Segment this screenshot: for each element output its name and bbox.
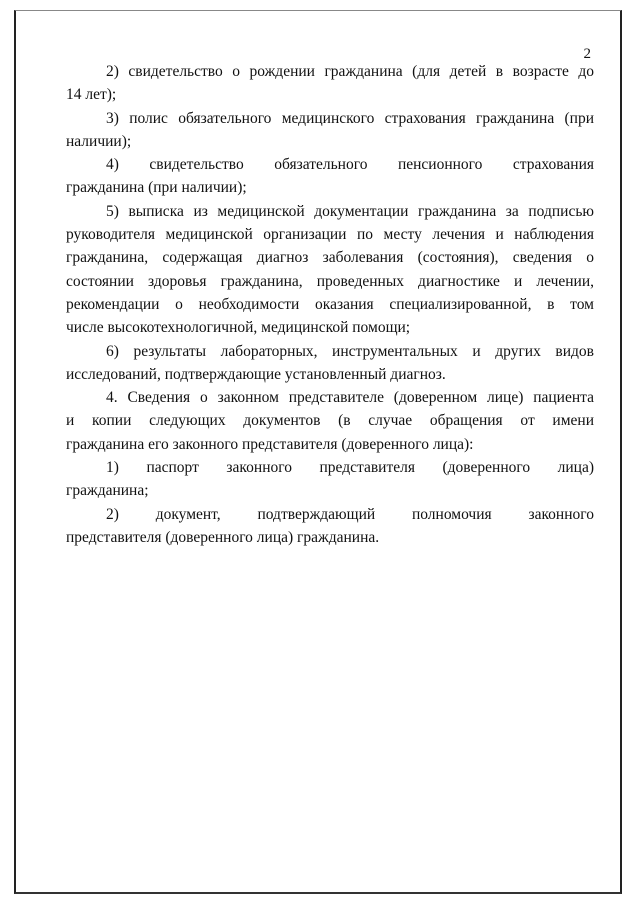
- text-line: 3) полис обязательного медицинского страхования гражданина (при: [106, 109, 594, 127]
- text-line: 5) выписка из медицинской документации гражданина за подписью: [106, 202, 594, 220]
- text-line: руководителя медицинской организации по месту лечения и наблюдения: [66, 226, 594, 244]
- document-body: [66, 60, 594, 549]
- text-line: 6) результаты лабораторных, инструментальных и других видов: [106, 342, 594, 360]
- text-line: и копии следующих документов (в случае обращения от имени: [66, 412, 594, 430]
- text-line: рекомендации о необходимости оказания специализированной, в том: [66, 295, 594, 313]
- list-item-representative-passport: [66, 456, 594, 503]
- text-line: 4) свидетельство обязательного пенсионного страхования: [106, 156, 594, 174]
- text-line: представителя (доверенного лица) гражданина.: [66, 528, 380, 546]
- text-line: 2) документ, подтверждающий полномочия законного: [106, 505, 594, 523]
- text-line: 1) паспорт законного представителя (доверенного лица): [106, 459, 594, 477]
- list-item-pension-insurance-certificate: [66, 153, 594, 200]
- list-item-birth-certificate: [66, 60, 594, 107]
- text-line: гражданина его законного представителя (доверенного лица):: [66, 435, 474, 453]
- list-item-authority-document: [66, 503, 594, 550]
- section-legal-representative: [66, 386, 594, 456]
- text-line: гражданина (при наличии);: [66, 179, 247, 197]
- page-number: 2: [583, 46, 591, 62]
- text-line: наличии);: [66, 132, 132, 150]
- text-line: числе высокотехнологичной, медицинской помощи;: [66, 319, 411, 337]
- text-line: 2) свидетельство о рождении гражданина (для детей в возрасте до: [106, 63, 594, 80]
- text-line: исследований, подтверждающие установленный диагноз.: [66, 365, 446, 383]
- text-line: состоянии здоровья гражданина, проведенных диагностике и лечении,: [66, 272, 594, 290]
- text-line: 14 лет);: [66, 86, 117, 104]
- list-item-test-results: [66, 340, 594, 387]
- list-item-medical-insurance-policy: [66, 107, 594, 154]
- text-line: гражданина;: [66, 482, 149, 500]
- list-item-medical-extract: [66, 200, 594, 340]
- text-line: 4. Сведения о законном представителе (доверенном лице) пациента: [106, 389, 594, 407]
- text-line: гражданина, содержащая диагноз заболевания (состояния), сведения о: [66, 249, 594, 267]
